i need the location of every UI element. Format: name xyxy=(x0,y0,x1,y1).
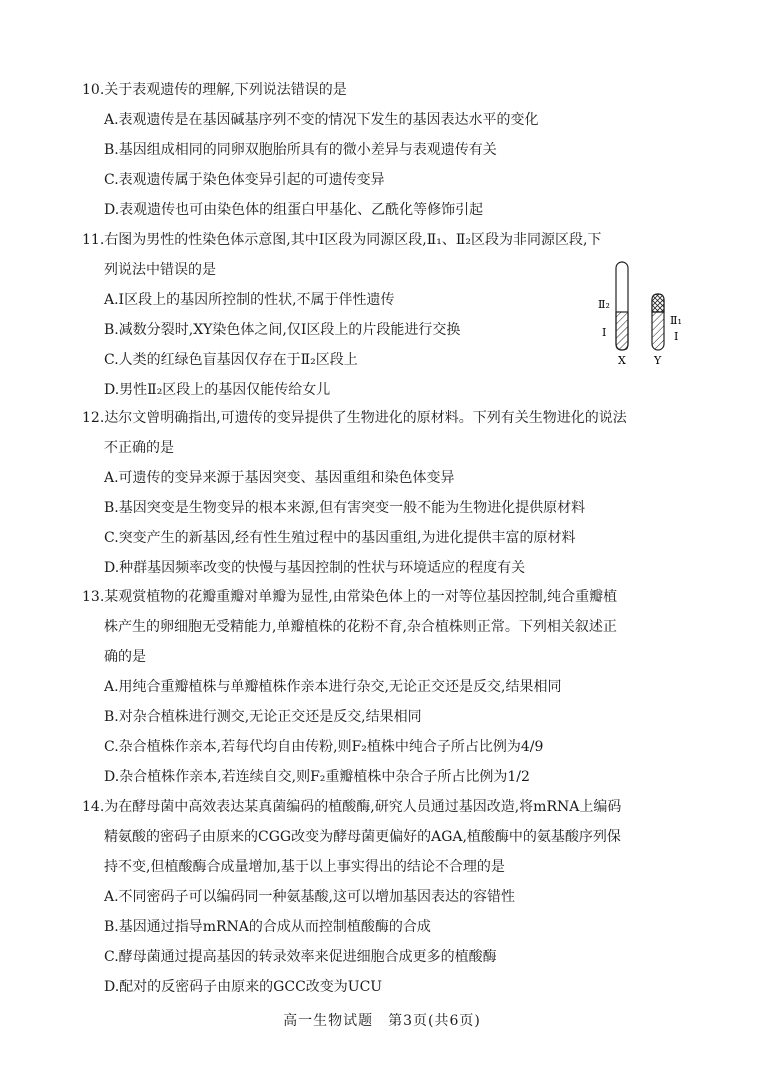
chromosome-svg xyxy=(590,258,700,368)
option-d: D.表观遗传也可由染色体的组蛋白甲基化、乙酰化等修饰引起 xyxy=(104,202,484,218)
label-i-left: Ⅰ xyxy=(602,326,607,339)
question-stem: 12.达尔文曾明确指出,可遗传的变异提供了生物进化的原材料。下列有关生物进化的说法 xyxy=(82,410,627,426)
label-ii1: Ⅱ₁ xyxy=(670,314,682,327)
option-c: C.人类的红绿色盲基因仅存在于Ⅱ₂区段上 xyxy=(104,352,358,368)
option-d: D.配对的反密码子由原来的GCC改变为UCU xyxy=(104,979,383,995)
x-chromosome xyxy=(616,262,628,350)
option-a: A.不同密码子可以编码同一种氨基酸,这可以增加基因表达的容错性 xyxy=(104,889,516,905)
question-stem-cont: 确的是 xyxy=(104,649,146,665)
page-footer: 高一生物试题 第3页(共6页) xyxy=(283,1013,481,1029)
option-c: C.突变产生的新基因,经有性生殖过程中的基因重组,为进化提供丰富的原材料 xyxy=(104,530,576,546)
question-stem-cont: 株产生的卵细胞无受精能力,单瓣植株的花粉不育,杂合植株则正常。下列相关叙述正 xyxy=(104,619,617,635)
option-b: B.基因通过指导mRNA的合成从而控制植酸酶的合成 xyxy=(104,919,431,935)
option-a: A.可遗传的变异来源于基因突变、基因重组和染色体变异 xyxy=(104,470,455,486)
option-b: B.基因组成相同的同卵双胞胎所具有的微小差异与表观遗传有关 xyxy=(104,142,497,158)
option-b: B.减数分裂时,XY染色体之间,仅Ⅰ区段上的片段能进行交换 xyxy=(104,322,461,338)
option-a: A.用纯合重瓣植株与单瓣植株作亲本进行杂交,无论正交还是反交,结果相同 xyxy=(104,679,562,695)
question-stem-cont: 列说法中错误的是 xyxy=(104,262,216,278)
y-chromosome xyxy=(652,294,664,350)
question-13 xyxy=(82,582,702,792)
option-c: C.表观遗传属于染色体变异引起的可遗传变异 xyxy=(104,172,385,188)
option-d: D.种群基因频率改变的快慢与基因控制的性状与环境适应的程度有关 xyxy=(104,560,526,576)
question-10 xyxy=(82,75,702,225)
label-y: Y xyxy=(654,354,662,367)
option-b: B.基因突变是生物变异的根本来源,但有害突变一般不能为生物进化提供原材料 xyxy=(104,500,586,516)
question-stem: 10.关于表观遗传的理解,下列说法错误的是 xyxy=(82,82,347,98)
question-stem: 11.右图为男性的性染色体示意图,其中Ⅰ区段为同源区段,Ⅱ₁、Ⅱ₂区段为非同源区段,下 xyxy=(82,232,602,248)
question-stem: 14.为在酵母菌中高效表达某真菌编码的植酸酶,研究人员通过基因改造,将mRNA上编码 xyxy=(82,799,622,815)
question-14 xyxy=(82,792,702,1002)
label-x: X xyxy=(618,354,626,367)
option-d: D.杂合植株作亲本,若连续自交,则F₂重瓣植株中杂合子所占比例为1/2 xyxy=(104,769,530,785)
question-stem-cont: 持不变,但植酸酶合成量增加,基于以上事实得出的结论不合理的是 xyxy=(104,859,505,875)
question-stem-cont: 不正确的是 xyxy=(104,440,174,456)
label-ii2: Ⅱ₂ xyxy=(598,298,610,311)
question-stem-cont: 精氨酸的密码子由原来的CGG改变为酵母菌更偏好的AGA,植酸酶中的氨基酸序列保 xyxy=(104,829,621,845)
option-a: A.Ⅰ区段上的基因所控制的性状,不属于伴性遗传 xyxy=(104,292,395,308)
option-d: D.男性Ⅱ₂区段上的基因仅能传给女儿 xyxy=(104,382,331,398)
question-12 xyxy=(82,403,702,583)
option-b: B.对杂合植株进行测交,无论正交还是反交,结果相同 xyxy=(104,709,422,725)
question-stem: 13.某观赏植物的花瓣重瓣对单瓣为显性,由常染色体上的一对等位基因控制,纯合重瓣植 xyxy=(82,589,618,605)
label-i-right: Ⅰ xyxy=(674,330,679,343)
sex-chromosome-diagram xyxy=(590,258,700,368)
option-a: A.表观遗传是在基因碱基序列不变的情况下发生的基因表达水平的变化 xyxy=(104,112,539,128)
option-c: C.杂合植株作亲本,若每代均自由传粉,则F₂植株中纯合子所占比例为4/9 xyxy=(104,739,544,755)
option-c: C.酵母菌通过提高基因的转录效率来促进细胞合成更多的植酸酶 xyxy=(104,949,497,965)
